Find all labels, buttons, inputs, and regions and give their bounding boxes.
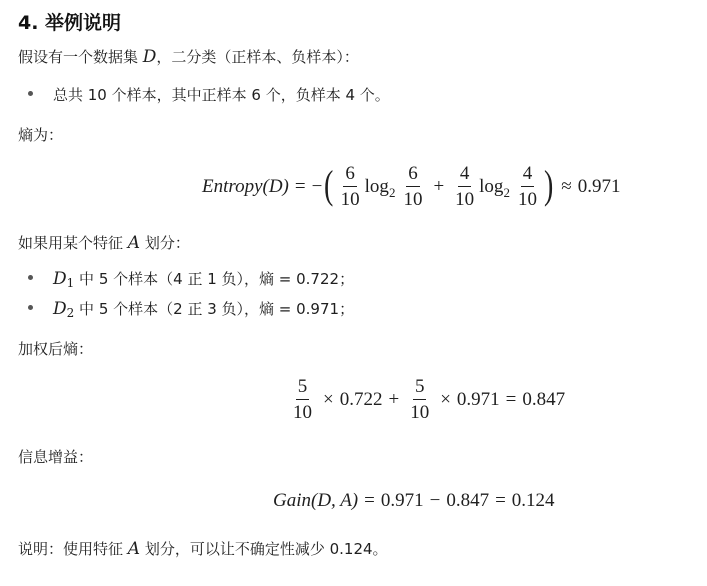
close-paren: ) xyxy=(543,161,554,207)
list-item-text: 中 5 个样本（4 正 1 负），熵 = 0.722； xyxy=(74,270,355,288)
log-operator: log xyxy=(364,175,389,197)
conclusion-prefix: 说明：使用特征 xyxy=(18,540,128,558)
formula-result: 0.971 xyxy=(577,175,621,197)
value: 0.847 xyxy=(446,490,490,511)
minus-sign: − xyxy=(311,175,323,197)
bullet-icon xyxy=(28,305,33,310)
gain-formula xyxy=(273,490,555,512)
fraction-numerator: 4 xyxy=(458,164,472,187)
open-paren: ( xyxy=(324,161,334,207)
section-heading: 4. 举例说明 xyxy=(18,12,122,34)
formula-lhs: Entropy(D) xyxy=(202,175,289,197)
log-operator: log xyxy=(479,175,504,197)
fraction-denominator: 10 xyxy=(403,189,423,210)
fraction-denominator: 10 xyxy=(340,189,360,210)
bullet-icon xyxy=(28,91,33,96)
split-prefix: 如果用某个特征 xyxy=(18,234,128,252)
value: 0.722 xyxy=(339,388,383,410)
intro-paragraph xyxy=(18,46,359,68)
fraction xyxy=(408,377,431,422)
fraction-numerator: 5 xyxy=(413,377,427,400)
fraction xyxy=(516,164,539,209)
formula-result: 0.847 xyxy=(522,388,566,410)
list-item xyxy=(28,84,390,106)
weighted-label: 加权后熵： xyxy=(18,340,94,358)
equals-sign: = xyxy=(495,490,506,511)
list-item-text: 中 5 个样本（2 正 3 负），熵 = 0.971； xyxy=(74,300,355,318)
document-page xyxy=(18,0,698,586)
value: 0.971 xyxy=(456,388,500,410)
feature-variable: A xyxy=(127,233,141,253)
equals-sign: = xyxy=(294,175,306,197)
bullet-icon xyxy=(28,275,33,280)
entropy-label: 熵为： xyxy=(18,126,64,144)
conclusion-paragraph xyxy=(18,538,388,560)
weighted-formula xyxy=(288,377,565,422)
log-base: 2 xyxy=(388,184,396,200)
list-item xyxy=(28,298,354,324)
list-item-text: 总共 10 个样本，其中正样本 6 个，负样本 4 个。 xyxy=(53,86,390,104)
feature-variable: A xyxy=(127,539,141,559)
list-item xyxy=(28,268,354,294)
split-paragraph xyxy=(18,232,190,254)
log-base: 2 xyxy=(503,184,510,200)
split-suffix: 划分： xyxy=(140,234,190,252)
dataset-variable: D xyxy=(142,47,157,67)
fraction xyxy=(453,164,476,209)
fraction-denominator: 10 xyxy=(410,402,430,423)
fraction-numerator: 5 xyxy=(296,377,310,400)
plus-sign: + xyxy=(433,175,445,197)
fraction-denominator: 10 xyxy=(517,189,537,210)
fraction-denominator: 10 xyxy=(455,189,475,210)
formula-lhs: Gain(D, A) xyxy=(273,490,359,511)
gain-label: 信息增益： xyxy=(18,448,94,466)
fraction-numerator: 4 xyxy=(521,164,535,187)
entropy-formula xyxy=(202,161,621,210)
conclusion-suffix: 划分，可以让不确定性减少 0.124。 xyxy=(140,540,388,558)
value: 0.971 xyxy=(380,490,424,511)
subset-variable: $D_2$ xyxy=(53,299,75,320)
equals-sign: = xyxy=(364,490,375,511)
fraction-denominator: 10 xyxy=(293,402,312,423)
equals-sign: = xyxy=(505,388,517,410)
fraction xyxy=(291,377,314,422)
fraction xyxy=(339,164,362,209)
approx-sign: ≈ xyxy=(561,175,572,197)
fraction-numerator: 6 xyxy=(343,164,357,187)
fraction xyxy=(401,164,424,209)
intro-prefix: 假设有一个数据集 xyxy=(18,48,143,66)
subset-variable: $D_1$ xyxy=(53,269,75,290)
times-sign: × xyxy=(440,388,451,410)
plus-sign: + xyxy=(388,388,400,410)
fraction-numerator: 6 xyxy=(406,164,420,187)
times-sign: × xyxy=(323,388,334,410)
minus-sign: − xyxy=(429,490,441,511)
formula-result: 0.124 xyxy=(511,490,555,511)
intro-suffix: ，二分类（正样本、负样本）： xyxy=(156,48,359,66)
